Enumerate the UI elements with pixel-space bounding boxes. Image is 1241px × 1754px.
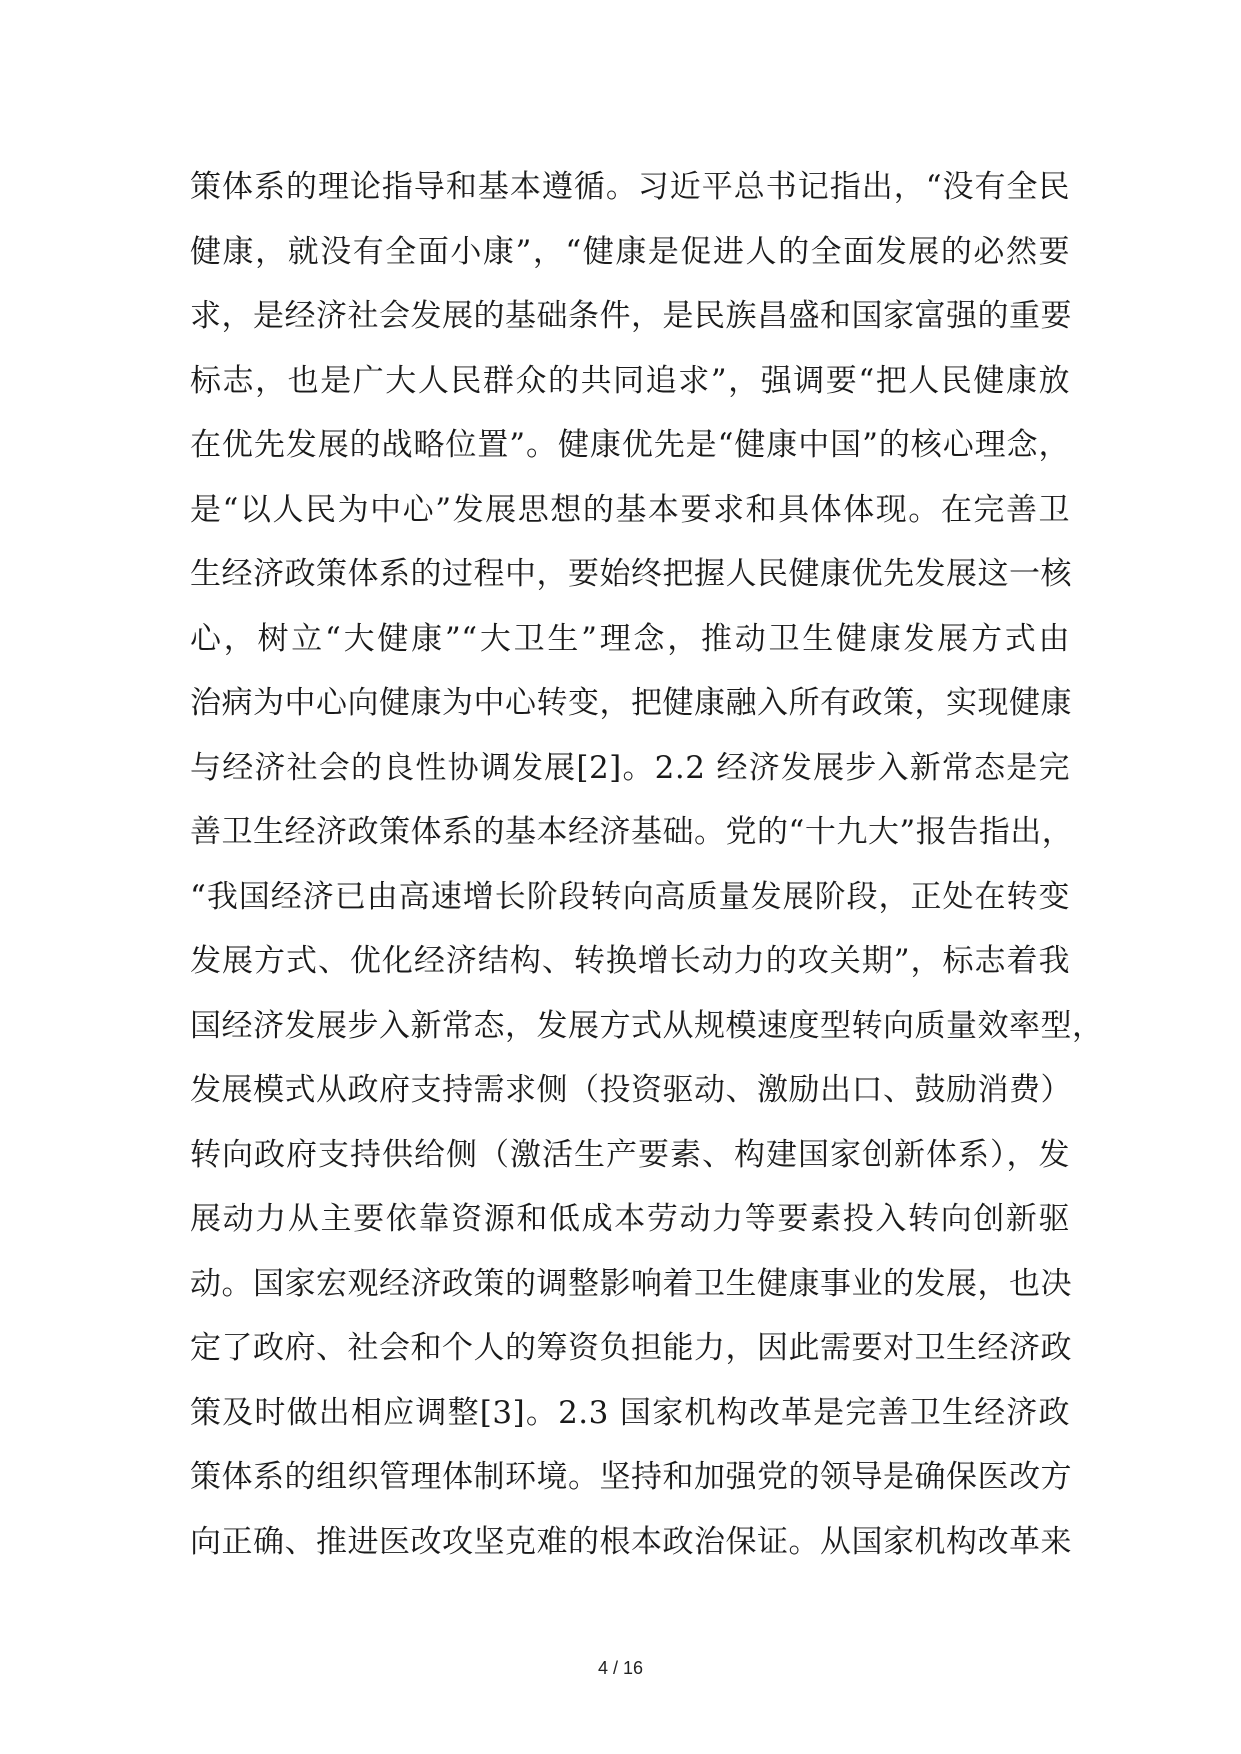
text-line: 动。国家宏观经济政策的调整影响着卫生健康事业的发展，也决: [190, 1265, 1072, 1302]
text-line: 国经济发展步入新常态，发展方式从规模速度型转向质量效率型，: [190, 1007, 1104, 1044]
body-text: [190, 155, 1104, 1574]
text-line: 善卫生经济政策体系的基本经济基础。党的“十九大”报告指出，: [190, 814, 1074, 850]
text-line: 与经济社会的良性协调发展[2]。2.2 经济发展步入新常态是完: [190, 749, 1070, 786]
text-line: 策体系的理论指导和基本遵循。习近平总书记指出，“没有全民: [190, 169, 1070, 205]
text-line: 生经济政策体系的过程中，要始终把握人民健康优先发展这一核: [190, 556, 1072, 592]
text-line: 策体系的组织管理体制环境。坚持和加强党的领导是确保医改方: [190, 1459, 1072, 1495]
text-line: 发展方式、优化经济结构、转换增长动力的攻关期”，标志着我: [190, 943, 1070, 979]
text-line: 策及时做出相应调整[3]。2.3 国家机构改革是完善卫生经济政: [190, 1394, 1070, 1431]
text-line: 是“以人民为中心”发展思想的基本要求和具体体现。在完善卫: [190, 491, 1070, 528]
text-line: 求，是经济社会发展的基础条件，是民族昌盛和国家富强的重要: [190, 298, 1072, 334]
text-line: 标志，也是广大人民群众的共同追求”，强调要“把人民健康放: [190, 362, 1070, 399]
text-line: “我国经济已由高速增长阶段转向高质量发展阶段，正处在转变: [190, 878, 1070, 915]
text-line: 发展模式从政府支持需求侧（投资驱动、激励出口、鼓励消费）: [190, 1072, 1072, 1108]
page-number: 4 / 16: [597, 1658, 644, 1678]
text-line: 定了政府、社会和个人的筹资负担能力，因此需要对卫生经济政: [190, 1330, 1072, 1366]
text-line: 治病为中心向健康为中心转变，把健康融入所有政策，实现健康: [190, 685, 1072, 721]
text-line: 转向政府支持供给侧（激活生产要素、构建国家创新体系），发: [190, 1136, 1070, 1173]
text-line: 心，树立“大健康”“大卫生”理念，推动卫生健康发展方式由: [190, 620, 1070, 657]
text-line: 健康，就没有全面小康”，“健康是促进人的全面发展的必然要: [190, 233, 1070, 270]
text-line: 在优先发展的战略位置”。健康优先是“健康中国”的核心理念，: [190, 427, 1070, 463]
text-line: 向正确、推进医改攻坚克难的根本政治保证。从国家机构改革来: [190, 1523, 1072, 1560]
text-line: 展动力从主要依靠资源和低成本劳动力等要素投入转向创新驱: [190, 1201, 1070, 1237]
